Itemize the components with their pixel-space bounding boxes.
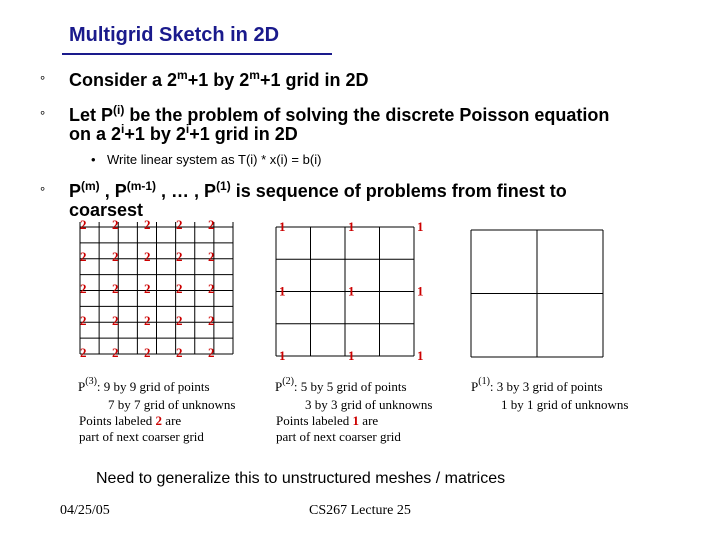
point-label: 2: [208, 313, 215, 328]
bullet-2-text: Let P: [69, 105, 114, 125]
grid-caption: Points labeled 1 are: [276, 413, 379, 428]
footer-date: 04/25/05: [60, 503, 110, 518]
grid-caption: 1 by 1 grid of unknowns: [501, 397, 629, 412]
point-label: 2: [208, 281, 215, 296]
grid-caption: Points labeled 2 are: [79, 413, 182, 428]
point-label: 2: [80, 313, 87, 328]
point-label: 2: [208, 345, 215, 360]
bullet-1-text: +1 by 2: [187, 70, 250, 90]
point-label: 1: [279, 283, 286, 299]
grid-caption: 7 by 7 grid of unknowns: [108, 397, 236, 412]
point-label: 1: [417, 348, 424, 363]
bullet-2-text: on a 2: [69, 124, 122, 144]
bullet-1-sup: m: [177, 68, 188, 82]
point-label: 2: [144, 249, 151, 264]
point-label: 2: [80, 345, 87, 360]
bullet-marker: °: [40, 108, 46, 123]
slide-title: Multigrid Sketch in 2D: [69, 24, 280, 46]
point-label: 2: [112, 313, 119, 328]
point-label: 2: [112, 281, 119, 296]
bullet-2-text: be the problem of solving the discrete Poisson equation: [124, 105, 610, 125]
point-label: 2: [80, 281, 87, 296]
point-label: 2: [208, 249, 215, 264]
bullet-3-text: , P: [99, 181, 127, 201]
point-label: 2: [144, 345, 151, 360]
grid-caption: $P^{(3)}$: 9 by 9 grid of points: [78, 376, 210, 394]
bullet-2-text: +1 grid in 2D: [189, 124, 298, 144]
point-label: 2: [112, 249, 119, 264]
bullet-3-text: P: [69, 181, 82, 201]
point-label: 2: [176, 249, 183, 264]
point-label: 1: [279, 219, 286, 234]
bullet-3-sup: (m-1): [126, 179, 157, 193]
bullet-1-text: Consider a 2: [69, 70, 178, 90]
bullet-2-sup: (i): [113, 103, 125, 117]
point-label: 2: [80, 249, 87, 264]
point-label: 2: [80, 217, 87, 232]
bullet-3-text: is sequence of problems from finest to: [230, 181, 567, 201]
bullet-3-sup: (m): [81, 179, 100, 193]
point-label: 1: [348, 348, 355, 363]
grid-caption: part of next coarser grid: [276, 429, 401, 444]
point-label: 2: [144, 281, 151, 296]
footer-note: Need to generalize this to unstructured meshes / matrices: [96, 470, 506, 487]
point-label: 2: [176, 313, 183, 328]
point-label: 1: [417, 283, 424, 299]
bullet-3-text: , … , P: [156, 181, 217, 201]
point-label: 2: [176, 217, 183, 232]
bullet-3-sup: (1): [216, 179, 231, 193]
bullet-2-sup: i: [185, 122, 190, 136]
point-label: 2: [176, 345, 183, 360]
bullet-marker: °: [40, 73, 46, 88]
bullet-2-sup: i: [121, 122, 125, 136]
bullet-2-text: +1 by 2: [124, 124, 186, 144]
bullet-1-sup: m: [249, 68, 260, 82]
point-label: 1: [348, 283, 355, 299]
bullet-1-text: +1 grid in 2D: [259, 70, 369, 90]
bullet-3-line-2: coarsest: [69, 200, 144, 220]
sub-bullet-text: Write linear system as T(i) * x(i) = b(i): [107, 152, 322, 167]
grid-caption: $P^{(1)}$: 3 by 3 grid of points: [471, 376, 603, 394]
point-label: 2: [112, 217, 119, 232]
point-label: 1: [279, 348, 286, 363]
point-label: 2: [208, 217, 215, 232]
grid-caption: part of next coarser grid: [79, 429, 204, 444]
point-label: 2: [112, 345, 119, 360]
footer-course: CS267 Lecture 25: [309, 503, 411, 518]
grid-caption: 3 by 3 grid of unknowns: [305, 397, 433, 412]
point-label: 2: [144, 313, 151, 328]
point-label: 2: [176, 281, 183, 296]
point-label: 1: [417, 219, 424, 234]
bullet-marker: °: [40, 184, 46, 199]
grid-caption: $P^{(2)}$: 5 by 5 grid of points: [275, 376, 407, 394]
point-label: 2: [144, 217, 151, 232]
sub-bullet-marker: •: [91, 152, 96, 167]
point-label: 1: [348, 219, 355, 234]
